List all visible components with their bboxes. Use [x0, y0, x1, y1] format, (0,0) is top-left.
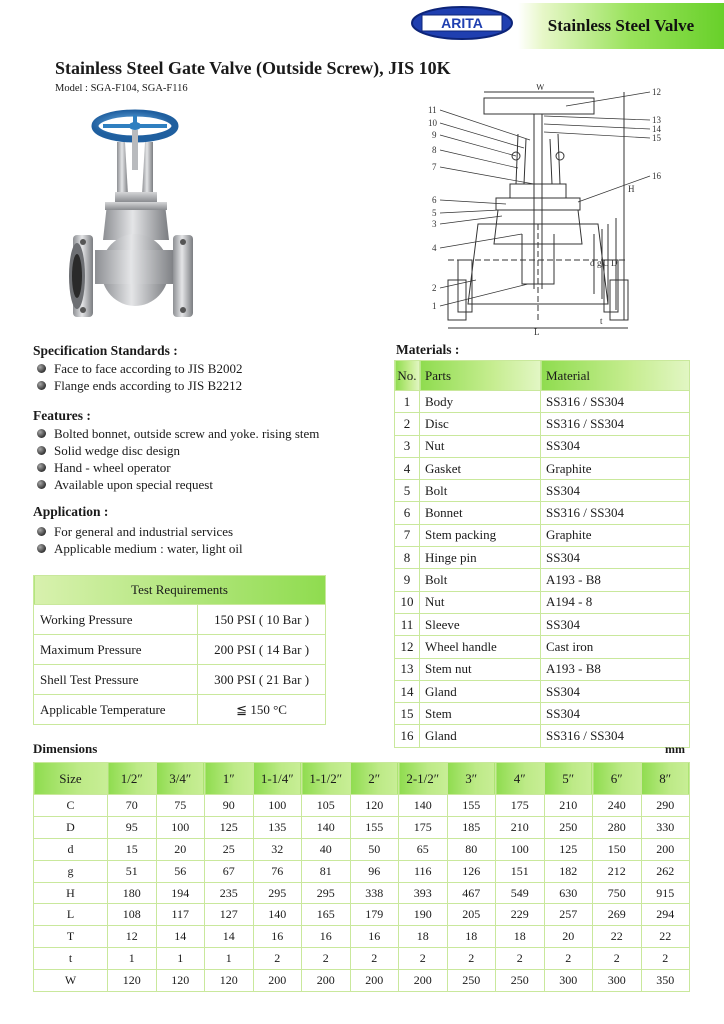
- dimension-value: 294: [641, 904, 690, 926]
- dimension-value: 182: [544, 860, 593, 882]
- part-name: Wheel handle: [420, 636, 541, 658]
- table-row: [395, 413, 690, 435]
- part-name: Body: [420, 391, 541, 413]
- dimensions-table: [33, 762, 690, 992]
- table-row: [395, 569, 690, 591]
- part-name: Stem packing: [420, 524, 541, 546]
- materials-table: [394, 360, 690, 748]
- part-number: 7: [395, 524, 420, 546]
- svg-text:10: 10: [428, 118, 437, 128]
- part-material: A193 - B8: [541, 569, 690, 591]
- test-value: 150 PSI ( 10 Bar ): [198, 605, 326, 635]
- dimension-value: 212: [593, 860, 642, 882]
- dimension-value: 262: [641, 860, 690, 882]
- table-row: [395, 391, 690, 413]
- test-label: Shell Test Pressure: [34, 665, 198, 695]
- dimension-value: 81: [302, 860, 351, 882]
- table-row: [34, 605, 326, 635]
- dimension-value: 2: [447, 948, 496, 970]
- dimension-value: 126: [447, 860, 496, 882]
- list-item: Bolted bonnet, outside screw and yoke. rising stem: [37, 425, 319, 442]
- dimension-value: 338: [350, 882, 399, 904]
- part-material: SS316 / SS304: [541, 502, 690, 524]
- table-row: [34, 695, 326, 725]
- dimension-value: 75: [156, 795, 205, 817]
- dimension-value: 250: [496, 970, 545, 992]
- svg-text:1: 1: [432, 301, 437, 311]
- dimension-value: 915: [641, 882, 690, 904]
- list-item: For general and industrial services: [37, 523, 243, 540]
- list-item: Hand - wheel operator: [37, 459, 319, 476]
- part-material: Cast iron: [541, 636, 690, 658]
- part-name: Bolt: [420, 569, 541, 591]
- dimension-value: 330: [641, 816, 690, 838]
- application-list: [37, 523, 243, 557]
- dimension-label: H: [34, 882, 108, 904]
- dimension-value: 155: [447, 795, 496, 817]
- dimension-value: 140: [253, 904, 302, 926]
- dimension-value: 140: [399, 795, 448, 817]
- dimension-value: 393: [399, 882, 448, 904]
- svg-text:16: 16: [652, 171, 661, 181]
- dimension-value: 549: [496, 882, 545, 904]
- features-heading: Features :: [33, 408, 91, 423]
- dimension-value: 250: [447, 970, 496, 992]
- dimension-value: 257: [544, 904, 593, 926]
- bullet-icon: [37, 446, 46, 455]
- size-header: 8″: [641, 763, 690, 795]
- part-material: SS304: [541, 435, 690, 457]
- part-number: 10: [395, 591, 420, 613]
- spec-list: [37, 360, 242, 394]
- dimension-value: 105: [302, 795, 351, 817]
- table-row: [395, 658, 690, 680]
- dimension-value: 179: [350, 904, 399, 926]
- dimension-value: 175: [496, 795, 545, 817]
- dimension-value: 280: [593, 816, 642, 838]
- table-row: [34, 948, 690, 970]
- dimension-value: 22: [641, 926, 690, 948]
- part-name: Gland: [420, 680, 541, 702]
- dimension-value: 165: [302, 904, 351, 926]
- part-name: Gland: [420, 725, 541, 747]
- dimension-value: 229: [496, 904, 545, 926]
- dimension-value: 350: [641, 970, 690, 992]
- part-material: SS316 / SS304: [541, 391, 690, 413]
- bullet-icon: [37, 429, 46, 438]
- table-row: [34, 860, 690, 882]
- bullet-icon: [37, 480, 46, 489]
- svg-text:15: 15: [652, 133, 661, 143]
- dimension-value: 76: [253, 860, 302, 882]
- dimension-value: 40: [302, 838, 351, 860]
- dimension-value: 116: [399, 860, 448, 882]
- dimension-value: 50: [350, 838, 399, 860]
- dimension-value: 100: [496, 838, 545, 860]
- svg-text:g: g: [597, 258, 602, 268]
- list-item: Solid wedge disc design: [37, 442, 319, 459]
- svg-text:9: 9: [432, 130, 437, 140]
- dimension-value: 120: [350, 795, 399, 817]
- dimension-value: 150: [593, 838, 642, 860]
- dimension-value: 1: [205, 948, 254, 970]
- table-row: [34, 635, 326, 665]
- dimension-value: 210: [544, 795, 593, 817]
- dimension-value: 2: [496, 948, 545, 970]
- size-label: Size: [34, 763, 108, 795]
- arita-logo: [410, 5, 514, 41]
- dimension-value: 300: [593, 970, 642, 992]
- bullet-icon: [37, 463, 46, 472]
- table-row: [395, 524, 690, 546]
- dimension-value: 56: [156, 860, 205, 882]
- svg-text:d: d: [590, 258, 595, 268]
- part-number: 14: [395, 680, 420, 702]
- dimension-value: 155: [350, 816, 399, 838]
- test-value: ≦ 150 °C: [198, 695, 326, 725]
- dimension-value: 90: [205, 795, 254, 817]
- table-row: [34, 816, 690, 838]
- product-line-banner: [518, 3, 724, 49]
- part-material: SS304: [541, 703, 690, 725]
- dimension-value: 467: [447, 882, 496, 904]
- part-material: Graphite: [541, 457, 690, 479]
- dimension-label: W: [34, 970, 108, 992]
- spec-heading: Specification Standards :: [33, 343, 178, 358]
- dimension-value: 175: [399, 816, 448, 838]
- dimension-value: 12: [108, 926, 157, 948]
- dimension-value: 100: [156, 816, 205, 838]
- size-header: 2-1/2″: [399, 763, 448, 795]
- dimension-value: 750: [593, 882, 642, 904]
- part-material: SS304: [541, 547, 690, 569]
- part-name: Hinge pin: [420, 547, 541, 569]
- svg-text:14: 14: [652, 124, 661, 134]
- table-row: [395, 680, 690, 702]
- svg-text:7: 7: [432, 162, 437, 172]
- dimension-value: 100: [253, 795, 302, 817]
- dimension-value: 250: [544, 816, 593, 838]
- test-label: Working Pressure: [34, 605, 198, 635]
- dimension-value: 67: [205, 860, 254, 882]
- part-material: A193 - B8: [541, 658, 690, 680]
- bullet-icon: [37, 527, 46, 536]
- svg-text:6: 6: [432, 195, 437, 205]
- part-name: Stem: [420, 703, 541, 725]
- dimension-value: 16: [350, 926, 399, 948]
- part-material: SS316 / SS304: [541, 413, 690, 435]
- test-value: 200 PSI ( 14 Bar ): [198, 635, 326, 665]
- dimension-value: 32: [253, 838, 302, 860]
- part-material: SS304: [541, 680, 690, 702]
- size-header: 4″: [496, 763, 545, 795]
- table-row: [395, 591, 690, 613]
- svg-text:11: 11: [428, 105, 437, 115]
- table-row: [395, 435, 690, 457]
- table-row: [395, 480, 690, 502]
- dimensions-header-row: [34, 763, 690, 795]
- table-row: [34, 926, 690, 948]
- dimension-value: 80: [447, 838, 496, 860]
- dimension-value: 180: [108, 882, 157, 904]
- list-item: Applicable medium : water, light oil: [37, 540, 243, 557]
- dimension-label: C: [34, 795, 108, 817]
- bullet-icon: [37, 364, 46, 373]
- table-row: [395, 703, 690, 725]
- dimension-value: 95: [108, 816, 157, 838]
- features-list: [37, 425, 319, 493]
- dimension-value: 200: [641, 838, 690, 860]
- dimension-value: 205: [447, 904, 496, 926]
- part-number: 11: [395, 613, 420, 635]
- dimension-value: 2: [253, 948, 302, 970]
- part-number: 4: [395, 457, 420, 479]
- dimension-value: 290: [641, 795, 690, 817]
- svg-text:H: H: [628, 184, 635, 194]
- table-row: [395, 636, 690, 658]
- dimension-value: 96: [350, 860, 399, 882]
- dimension-value: 120: [108, 970, 157, 992]
- dimension-value: 295: [253, 882, 302, 904]
- part-material: SS316 / SS304: [541, 725, 690, 747]
- part-number: 16: [395, 725, 420, 747]
- dimension-value: 25: [205, 838, 254, 860]
- dimension-label: L: [34, 904, 108, 926]
- part-number: 13: [395, 658, 420, 680]
- dimension-value: 630: [544, 882, 593, 904]
- dimension-value: 117: [156, 904, 205, 926]
- materials-heading: Materials :: [396, 342, 460, 357]
- application-heading: Application :: [33, 504, 109, 519]
- test-value: 300 PSI ( 21 Bar ): [198, 665, 326, 695]
- list-item: Flange ends according to JIS B2212: [37, 377, 242, 394]
- part-number: 3: [395, 435, 420, 457]
- size-header: 1″: [205, 763, 254, 795]
- dimension-value: 14: [205, 926, 254, 948]
- part-name: Sleeve: [420, 613, 541, 635]
- dimension-value: 51: [108, 860, 157, 882]
- dimension-value: 16: [302, 926, 351, 948]
- size-header: 2″: [350, 763, 399, 795]
- size-header: 5″: [544, 763, 593, 795]
- table-row: [395, 547, 690, 569]
- svg-text:L: L: [534, 327, 540, 336]
- dimension-value: 210: [496, 816, 545, 838]
- part-number: 5: [395, 480, 420, 502]
- dimension-value: 2: [399, 948, 448, 970]
- part-name: Stem nut: [420, 658, 541, 680]
- svg-text:D: D: [611, 258, 618, 268]
- size-header: 1-1/4″: [253, 763, 302, 795]
- svg-text:2: 2: [432, 283, 437, 293]
- dimension-value: 125: [544, 838, 593, 860]
- test-requirements-table: [33, 575, 326, 725]
- valve-cross-section-drawing: [418, 84, 670, 336]
- table-row: [395, 613, 690, 635]
- dimension-value: 70: [108, 795, 157, 817]
- svg-text:5: 5: [432, 208, 437, 218]
- table-row: [34, 795, 690, 817]
- part-number: 12: [395, 636, 420, 658]
- banner-text: Stainless Steel Valve: [547, 16, 695, 35]
- part-number: 15: [395, 703, 420, 725]
- dimension-value: 1: [156, 948, 205, 970]
- part-name: Nut: [420, 591, 541, 613]
- dimension-value: 18: [496, 926, 545, 948]
- col-parts: Parts: [420, 361, 541, 391]
- table-row: [34, 665, 326, 695]
- table-row: [395, 502, 690, 524]
- part-material: Graphite: [541, 524, 690, 546]
- dimension-value: 1: [108, 948, 157, 970]
- svg-text:3: 3: [432, 219, 437, 229]
- part-material: SS304: [541, 613, 690, 635]
- logo-text: ARITA: [441, 15, 483, 31]
- part-name: Nut: [420, 435, 541, 457]
- dimension-value: 300: [544, 970, 593, 992]
- dimension-value: 200: [302, 970, 351, 992]
- dimension-value: 2: [593, 948, 642, 970]
- dimensions-heading: Dimensions: [33, 741, 98, 756]
- dimension-value: 16: [253, 926, 302, 948]
- materials-header-row: [395, 361, 690, 391]
- dimension-value: 190: [399, 904, 448, 926]
- part-name: Bonnet: [420, 502, 541, 524]
- dimension-value: 140: [302, 816, 351, 838]
- dimension-value: 14: [156, 926, 205, 948]
- part-number: 1: [395, 391, 420, 413]
- size-header: 3″: [447, 763, 496, 795]
- bullet-icon: [37, 381, 46, 390]
- dimension-value: 235: [205, 882, 254, 904]
- dimension-label: T: [34, 926, 108, 948]
- table-row: [395, 457, 690, 479]
- dimension-value: 194: [156, 882, 205, 904]
- svg-text:C: C: [603, 258, 610, 268]
- dimension-label: t: [34, 948, 108, 970]
- size-header: 6″: [593, 763, 642, 795]
- page-title: Stainless Steel Gate Valve (Outside Screw), JIS 10K: [55, 58, 451, 78]
- svg-text:4: 4: [432, 243, 437, 253]
- dimension-value: 151: [496, 860, 545, 882]
- dimension-value: 135: [253, 816, 302, 838]
- dimension-value: 200: [350, 970, 399, 992]
- svg-text:t: t: [600, 316, 603, 326]
- part-number: 2: [395, 413, 420, 435]
- dimension-value: 18: [447, 926, 496, 948]
- table-row: [34, 838, 690, 860]
- test-label: Applicable Temperature: [34, 695, 198, 725]
- table-row: [395, 725, 690, 747]
- svg-text:13: 13: [652, 115, 661, 125]
- table-row: [34, 882, 690, 904]
- list-item: Face to face according to JIS B2002: [37, 360, 242, 377]
- dimension-value: 2: [350, 948, 399, 970]
- dimension-value: 2: [544, 948, 593, 970]
- dimension-value: 2: [302, 948, 351, 970]
- size-header: 1-1/2″: [302, 763, 351, 795]
- dimension-value: 295: [302, 882, 351, 904]
- col-material: Material: [541, 361, 690, 391]
- dimension-value: 18: [399, 926, 448, 948]
- bullet-icon: [37, 544, 46, 553]
- table-row: [34, 904, 690, 926]
- list-item: Available upon special request: [37, 476, 319, 493]
- dimension-label: g: [34, 860, 108, 882]
- svg-text:W: W: [536, 84, 545, 92]
- part-name: Disc: [420, 413, 541, 435]
- part-number: 8: [395, 547, 420, 569]
- size-header: 1/2″: [108, 763, 157, 795]
- test-heading: Test Requirements: [34, 576, 326, 605]
- dimension-value: 22: [593, 926, 642, 948]
- dimension-value: 2: [641, 948, 690, 970]
- dimension-label: D: [34, 816, 108, 838]
- dimension-value: 185: [447, 816, 496, 838]
- dimension-value: 200: [399, 970, 448, 992]
- svg-text:12: 12: [652, 87, 661, 97]
- part-number: 9: [395, 569, 420, 591]
- dimension-value: 20: [544, 926, 593, 948]
- col-no: No.: [395, 361, 420, 391]
- part-material: A194 - 8: [541, 591, 690, 613]
- dimension-value: 269: [593, 904, 642, 926]
- part-name: Bolt: [420, 480, 541, 502]
- dimension-value: 240: [593, 795, 642, 817]
- size-header: 3/4″: [156, 763, 205, 795]
- dimension-label: d: [34, 838, 108, 860]
- dimension-value: 65: [399, 838, 448, 860]
- test-label: Maximum Pressure: [34, 635, 198, 665]
- dimension-value: 120: [156, 970, 205, 992]
- valve-photo: [55, 100, 215, 330]
- dimension-value: 108: [108, 904, 157, 926]
- part-number: 6: [395, 502, 420, 524]
- dimension-value: 127: [205, 904, 254, 926]
- part-material: SS304: [541, 480, 690, 502]
- dimension-value: 125: [205, 816, 254, 838]
- part-name: Gasket: [420, 457, 541, 479]
- svg-text:8: 8: [432, 145, 437, 155]
- dimensions-unit: mm: [665, 742, 685, 756]
- dimension-value: 200: [253, 970, 302, 992]
- dimension-value: 20: [156, 838, 205, 860]
- dimension-value: 15: [108, 838, 157, 860]
- table-row: [34, 970, 690, 992]
- model-numbers: Model : SGA-F104, SGA-F116: [55, 83, 188, 94]
- dimension-value: 120: [205, 970, 254, 992]
